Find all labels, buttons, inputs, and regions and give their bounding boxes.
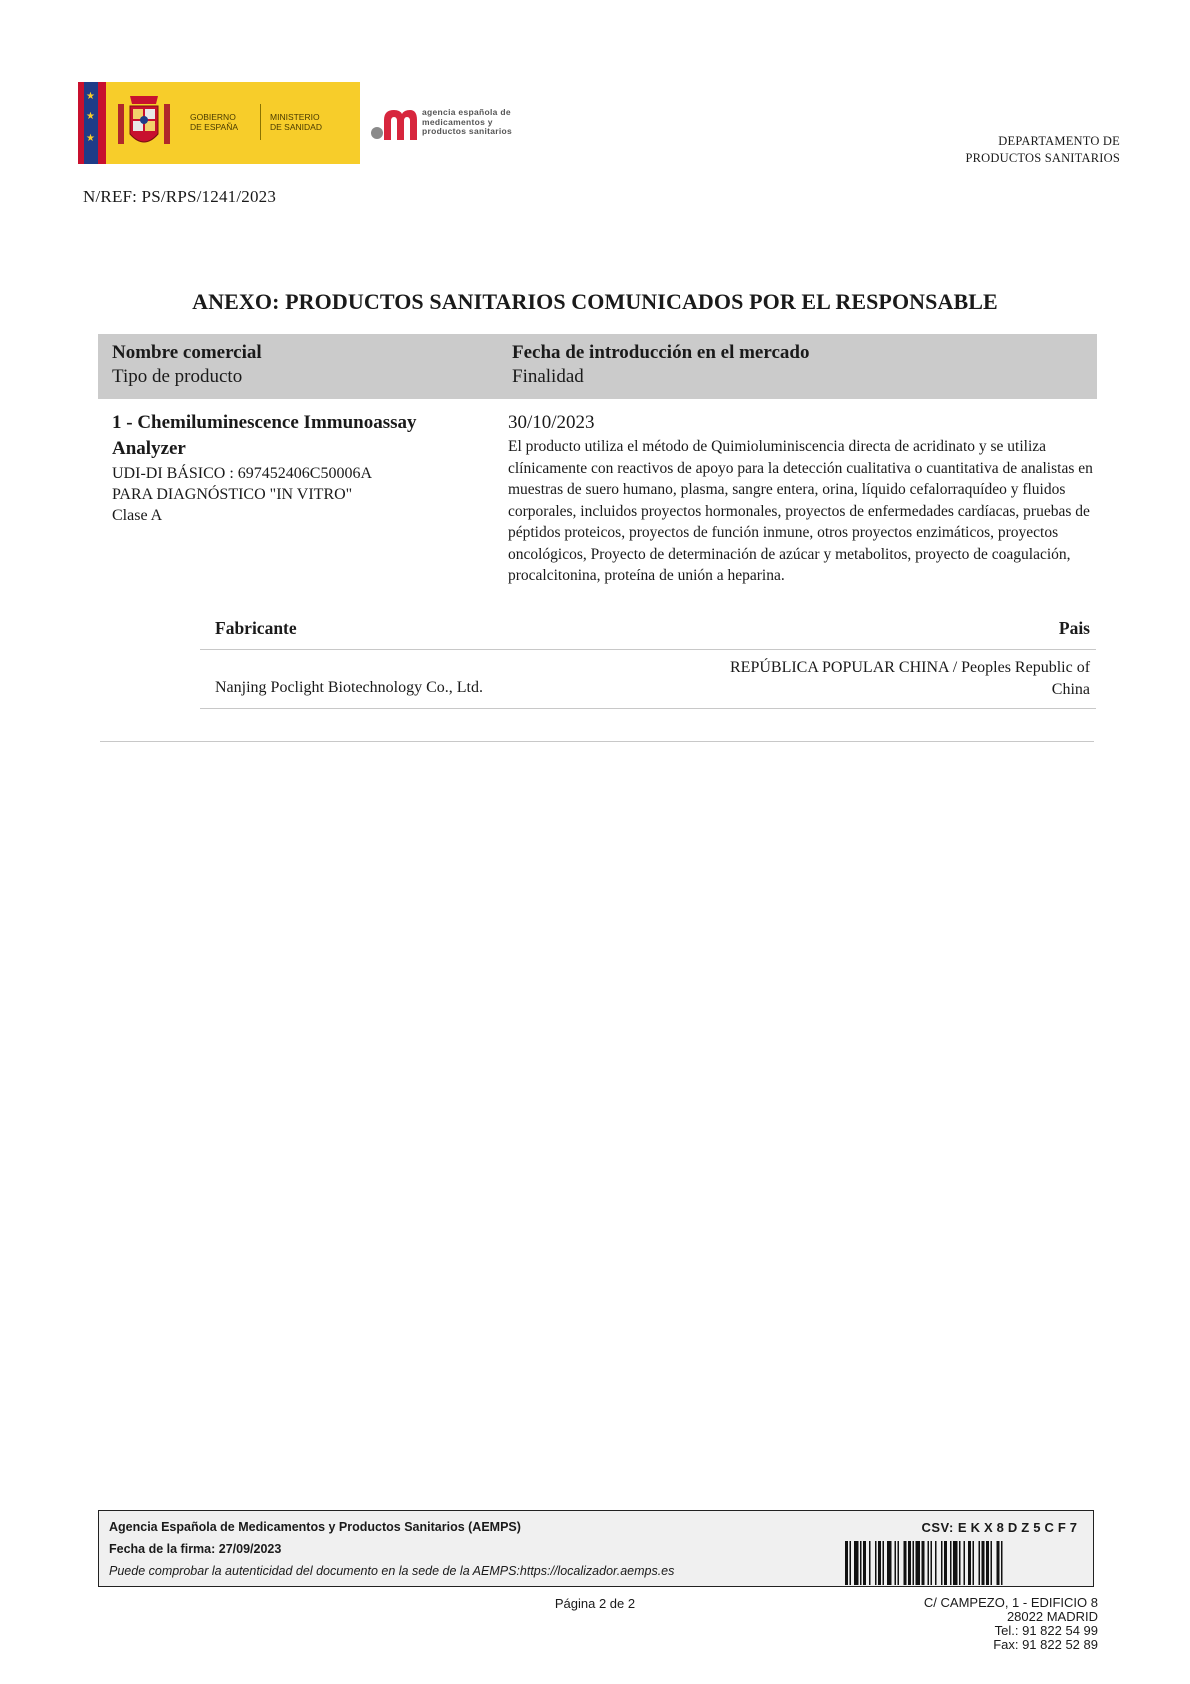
barcode-icon <box>845 1541 1083 1585</box>
market-date: 30/10/2023 <box>508 412 595 433</box>
phone-number: Tel.: 91 822 54 99 <box>994 1623 1098 1638</box>
divider <box>100 741 1094 742</box>
department-label: DEPARTAMENTO DE PRODUCTOS SANITARIOS <box>965 134 1120 165</box>
signature-box <box>98 1510 1094 1587</box>
product-details <box>112 463 492 526</box>
country-header: Pais <box>1058 618 1090 638</box>
product-class: Clase A <box>112 507 163 524</box>
reference-number: N/REF: PS/RPS/1241/2023 <box>83 187 277 206</box>
verification-note: Puede comprobar la autenticidad del documento en la sede de la AEMPS:https://localizador.aemps.es <box>109 1564 675 1578</box>
aemps-label: agencia española de medicamentos y productos sanitarios <box>422 107 513 136</box>
product-type: PARA DIAGNÓSTICO "IN VITRO" <box>112 486 353 503</box>
agency-name: Agencia Española de Medicamentos y Productos Sanitarios (AEMPS) <box>109 1520 521 1534</box>
page-title: ANEXO: PRODUCTOS SANITARIOS COMUNICADOS POR EL RESPONSABLE <box>192 289 998 314</box>
fax-number: Fax: 91 822 52 89 <box>993 1637 1098 1652</box>
aemps-logo <box>368 104 528 144</box>
divider <box>200 649 1096 650</box>
page-number: Página 2 de 2 <box>554 1596 636 1611</box>
star-icon: ★ <box>86 133 95 144</box>
column-header-date: Fecha de introducción en el mercado <box>512 342 810 363</box>
divider <box>200 708 1096 709</box>
product-name: 1 - Chemiluminescence Immunoassay Analyzer <box>112 412 417 459</box>
csv-code <box>921 1520 1081 1535</box>
table-header <box>98 334 1097 399</box>
address-city: 28022 MADRID <box>1006 1609 1098 1624</box>
aemps-mark-icon <box>370 106 418 142</box>
signature-date: Fecha de la firma: 27/09/2023 <box>109 1542 282 1556</box>
manufacturer-header: Fabricante <box>215 618 297 638</box>
csv-label: CSV: <box>921 1520 954 1535</box>
column-header-name: Nombre comercial <box>112 342 262 363</box>
address-street: C/ CAMPEZO, 1 - EDIFICIO 8 <box>923 1595 1098 1610</box>
coat-of-arms-icon <box>116 90 172 154</box>
column-subheader-type: Tipo de producto <box>112 366 243 387</box>
gobierno-label: GOBIERNO DE ESPAÑA <box>190 112 239 132</box>
star-icon: ★ <box>86 111 95 122</box>
product-udi: UDI-DI BÁSICO : 697452406C50006A <box>112 465 372 482</box>
manufacturer-name: Nanjing Poclight Biotechnology Co., Ltd. <box>215 679 483 696</box>
manufacturer-country: REPÚBLICA POPULAR CHINA / Peoples Republic of China <box>730 659 1091 698</box>
product-purpose: El producto utiliza el método de Quimioluminiscencia directa de acridinato y se utiliza clínicamente con reactivos de apoyo para la detección cualitativa o cuantitativa de analistas en muestras de suero humano, plasma, sangre entera, orina, líquido cefalorraquídeo y fluidos corporales, incluidos proyectos hormonales, proyectos de enfermedades cardíacas, pruebas de péptidos proteicos, proyectos de función inmune, otros proyectos enzimáticos, proyectos oncológicos, Proyecto de determinación de azúcar y metabolitos, proyecto de coagulación, procalcitonina, proteína de unión a heparina. <box>508 438 1093 584</box>
ministerio-label: MINISTERIO DE SANIDAD <box>270 112 322 132</box>
csv-value: EKX8DZ5CF7 <box>957 1520 1081 1535</box>
column-subheader-purpose: Finalidad <box>512 366 584 387</box>
agency-address <box>924 1596 1098 1652</box>
government-logo <box>78 82 360 164</box>
star-icon: ★ <box>86 91 95 102</box>
